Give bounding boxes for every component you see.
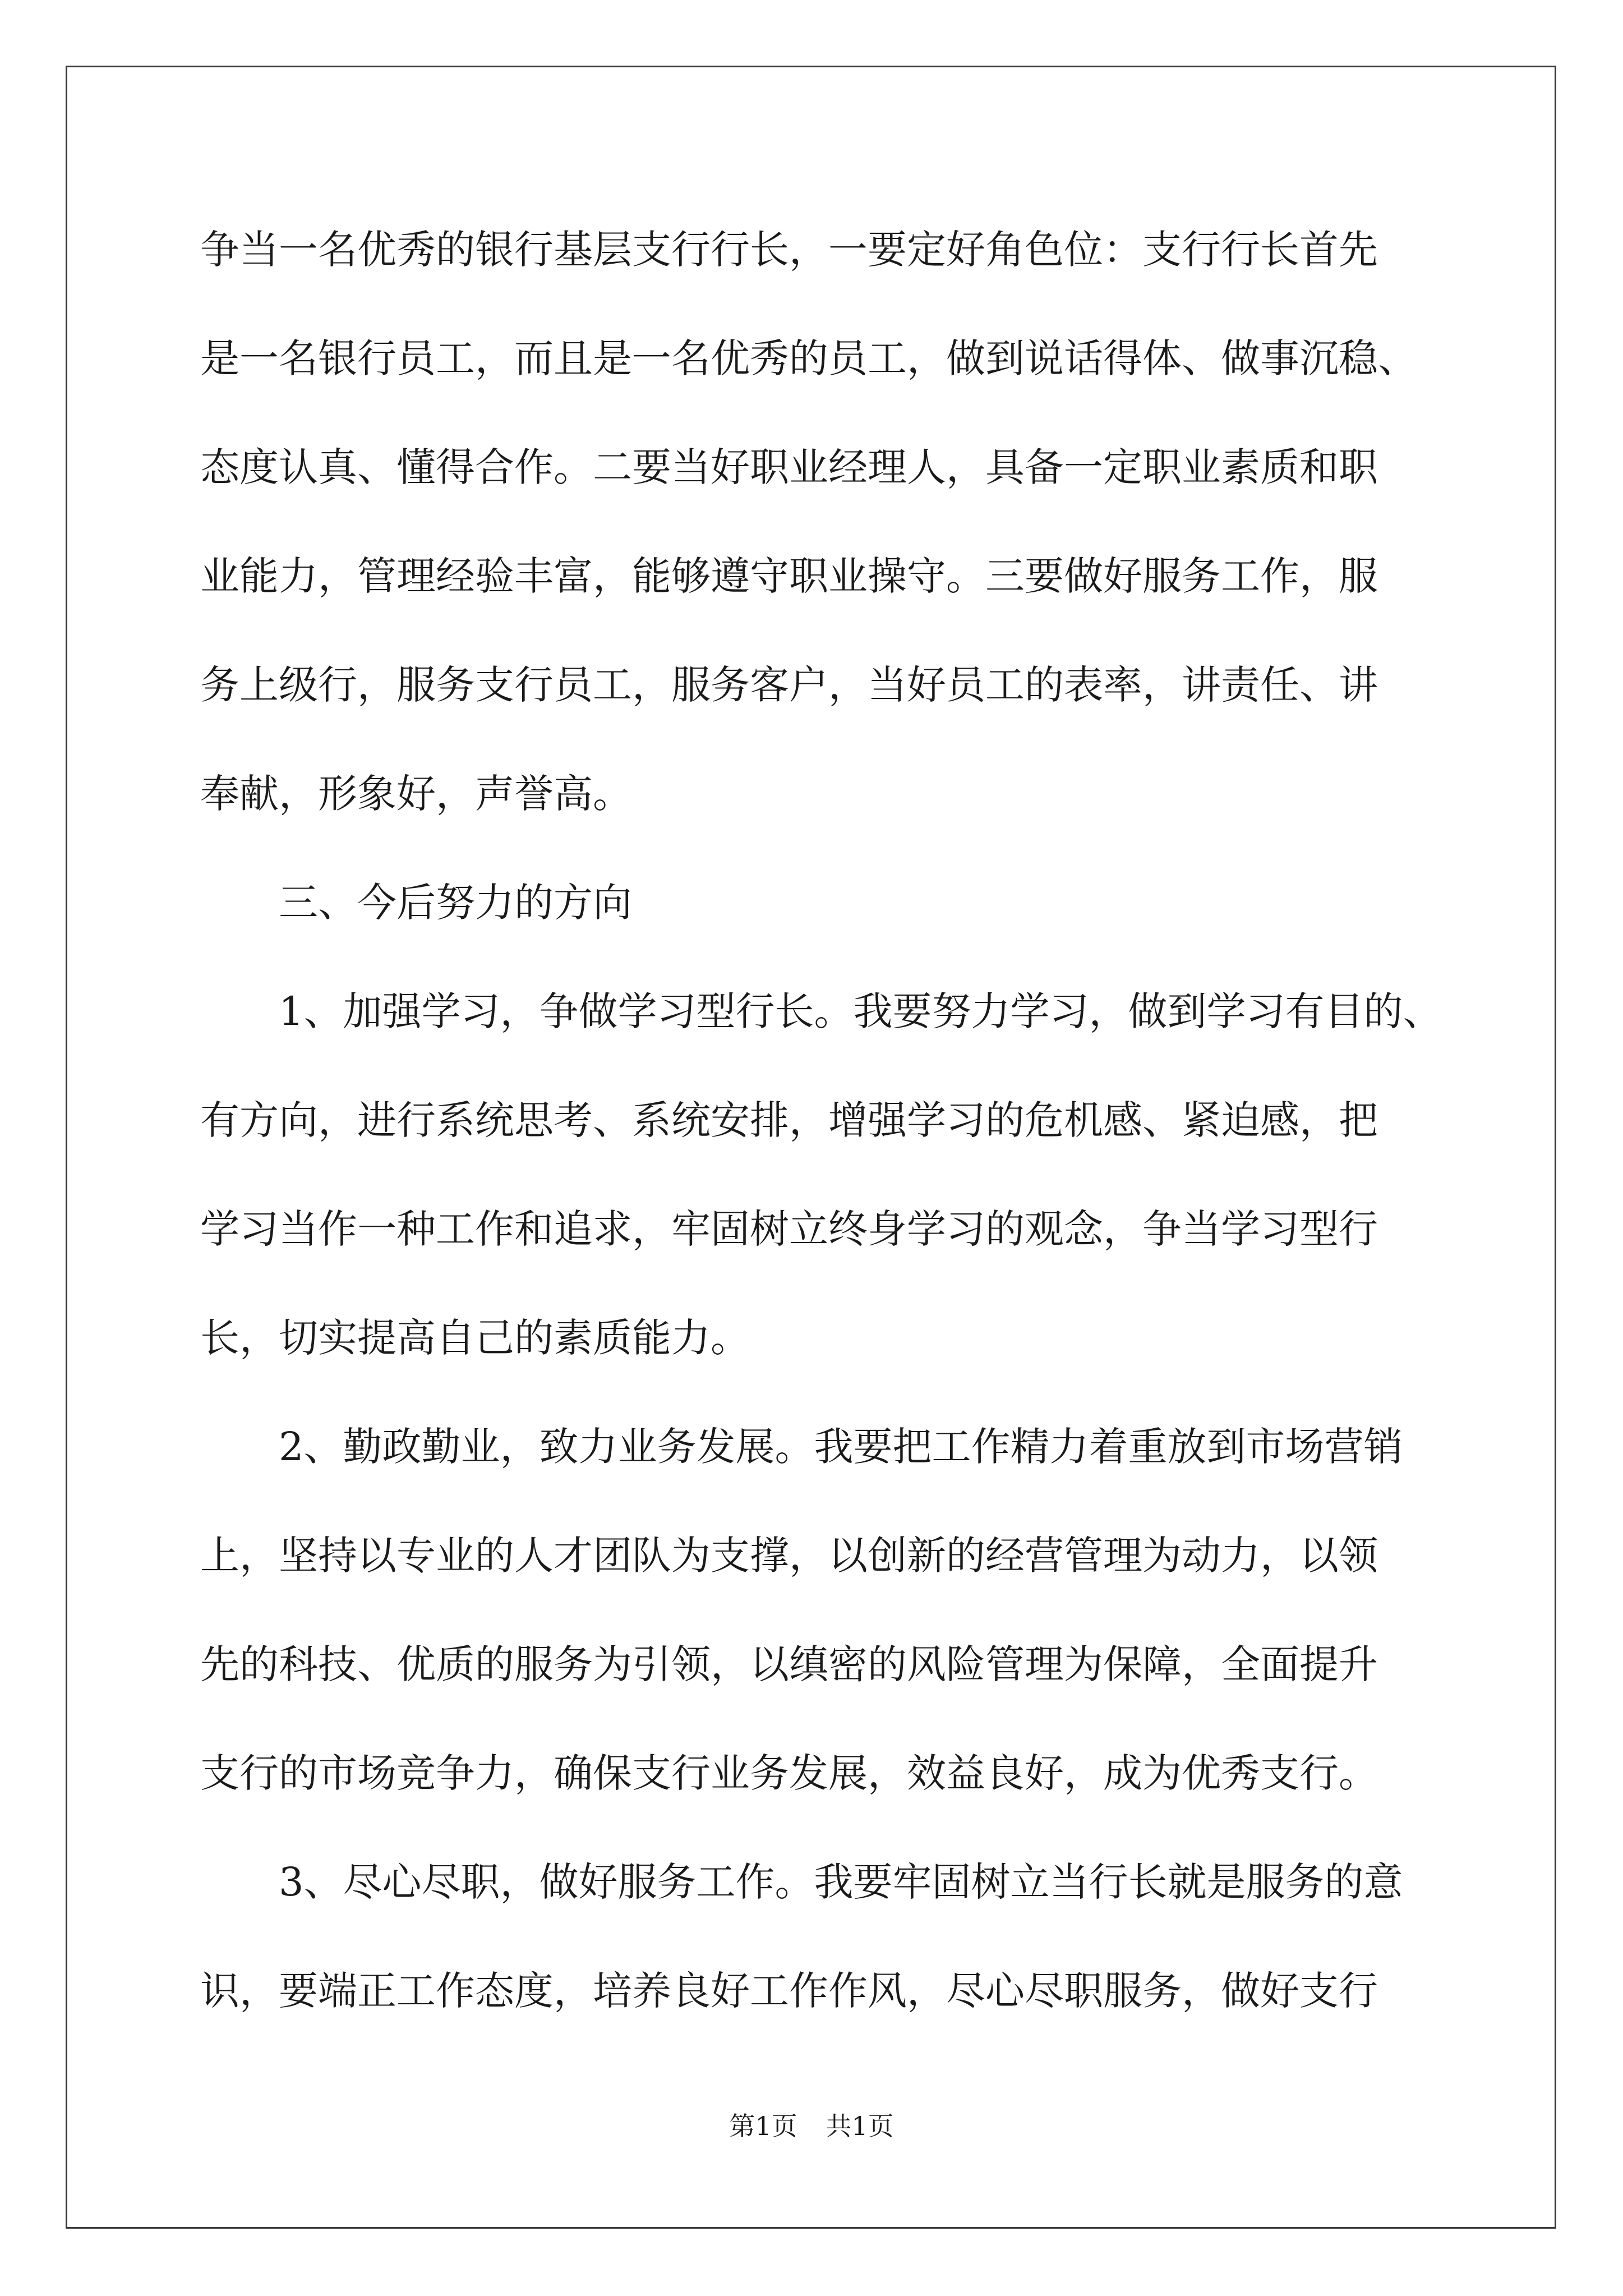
paragraph-line: 业能力，管理经验丰富，能够遵守职业操守。三要做好服务工作，服 <box>200 553 1378 599</box>
paragraph-line: 争当一名优秀的银行基层支行行长，一要定好角色位：支行行长首先 <box>200 227 1378 273</box>
paragraph-line: 态度认真、懂得合作。二要当好职业经理人，具备一定职业素质和职 <box>200 444 1378 490</box>
paragraph-line: 长，切实提高自己的素质能力。 <box>200 1315 750 1361</box>
paragraph-line: 务上级行，服务支行员工，服务客户，当好员工的表率，讲责任、讲 <box>200 662 1378 708</box>
paragraph-line: 2、勤政勤业，致力业务发展。我要把工作精力着重放到市场营销 <box>279 1424 1403 1470</box>
page-footer <box>0 2109 1623 2143</box>
paragraph-line: 支行的市场竞争力，确保支行业务发展，效益良好，成为优秀支行。 <box>200 1750 1378 1796</box>
page-number: 第1页 <box>729 2111 797 2141</box>
paragraph-line: 3、尽心尽职，做好服务工作。我要牢固树立当行长就是服务的意 <box>279 1859 1403 1905</box>
page-total: 共1页 <box>826 2111 894 2141</box>
paragraph-line: 上，坚持以专业的人才团队为支撑，以创新的经营管理为动力，以领 <box>200 1533 1378 1579</box>
paragraph-line: 1、加强学习，争做学习型行长。我要努力学习，做到学习有目的、 <box>279 988 1442 1034</box>
paragraph-line: 是一名银行员工，而且是一名优秀的员工，做到说话得体、做事沉稳、 <box>200 335 1417 381</box>
section-heading: 三、今后努力的方向 <box>279 880 632 926</box>
paragraph-line: 学习当作一种工作和追求，牢固树立终身学习的观念，争当学习型行 <box>200 1206 1378 1252</box>
paragraph-line: 奉献，形象好，声誉高。 <box>200 771 632 817</box>
paragraph-line: 有方向，进行系统思考、系统安排，增强学习的危机感、紧迫感，把 <box>200 1097 1378 1143</box>
paragraph-line: 识，要端正工作态度，培养良好工作作风，尽心尽职服务，做好支行 <box>200 1968 1378 2014</box>
paragraph-line: 先的科技、优质的服务为引领，以缜密的风险管理为保障，全面提升 <box>200 1641 1378 1687</box>
